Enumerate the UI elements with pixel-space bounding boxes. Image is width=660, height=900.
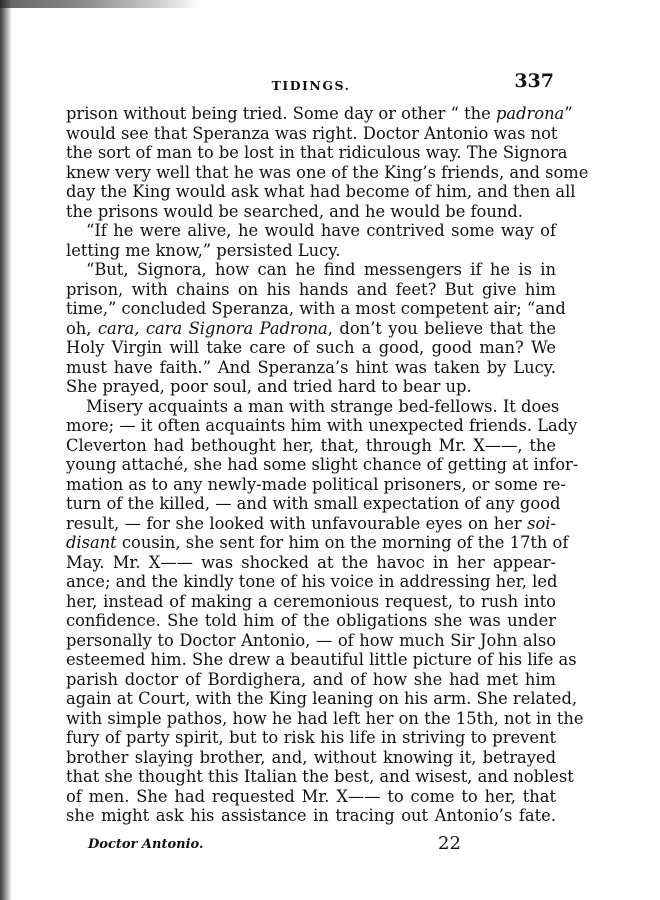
text-line: turn of the killed, — and with small expectation of any good (66, 494, 561, 513)
text-line: again at Court, with the King leaning on his arm. She related, (66, 689, 578, 708)
running-title: TIDINGS. (271, 78, 351, 93)
text-line: the sort of man to be lost in that ridiculous way. The Signora (66, 143, 568, 162)
top-edge-smudge (0, 0, 200, 8)
text-line: fury of party spirit, but to risk his life in striving to prevent (66, 728, 556, 747)
text-line: personally to Doctor Antonio, — of how much Sir John also (66, 630, 556, 650)
text-line: with simple pathos, how he had left her on the 15th, not in the (66, 708, 584, 728)
footer-signature-mark: 22 (438, 833, 461, 854)
text-line: “But, Signora, how can he find messengers if he is in (86, 260, 556, 279)
text-line: May. Mr. X—— was shocked at the havoc in her appear- (66, 552, 556, 572)
text-line: young attaché, she had some slight chance of getting at infor- (66, 455, 579, 474)
book-page (66, 70, 589, 826)
text-line: the prisons would be searched, and he would be found. (66, 201, 523, 221)
text-line: knew very well that he was one of the King’s friends, and some (66, 162, 589, 182)
page-number: 337 (514, 70, 554, 92)
body-text (66, 104, 589, 826)
text-line: mation as to any newly-made political prisoners, or some re- (66, 474, 566, 494)
text-line: confidence. She told him of the obligations she was under (66, 611, 556, 630)
text-line: must have faith.” And Speranza’s hint was taken by Lucy. (66, 357, 556, 377)
text-line: would see that Speranza was right. Doctor Antonio was not (66, 123, 558, 143)
text-line: Cleverton had bethought her, that, through Mr. X——, the (66, 435, 556, 455)
text-line: oh, cara, cara Signora Padrona, don’t you believe that the (66, 318, 557, 338)
text-line: ance; and the kindly tone of his voice in addressing her, led (66, 572, 558, 591)
text-line: letting me know,” persisted Lucy. (66, 240, 341, 260)
text-line: Misery acquaints a man with strange bed-fellows. It does (86, 396, 560, 416)
text-line: “If he were alive, he would have contrived some way of (86, 221, 556, 240)
text-line: result, — for she looked with unfavourable eyes on her soi- (66, 513, 556, 533)
text-line: more; — it often acquaints him with unexpected friends. Lady (66, 416, 578, 435)
text-line: day the King would ask what had become of him, and then all (66, 182, 576, 201)
page-gutter-shadow (0, 0, 12, 900)
text-line: prison without being tried. Some day or other “ the padrona” (66, 104, 573, 123)
text-line: She prayed, poor soul, and tried hard to bear up. (66, 377, 472, 396)
text-line: brother slaying brother, and, without knowing it, betrayed (66, 747, 556, 767)
footer-book-title: Doctor Antonio. (88, 837, 204, 852)
text-line: that she thought this Italian the best, and wisest, and noblest (66, 767, 574, 786)
text-line: time,” concluded Speranza, with a most competent air; “and (66, 299, 566, 318)
text-line: she might ask his assistance in tracing out Antonio’s fate. (66, 806, 556, 825)
text-line: parish doctor of Bordighera, and of how she had met him (66, 669, 556, 689)
page-footer (88, 833, 508, 855)
text-line: Holy Virgin will take care of such a good, good man? We (66, 338, 556, 357)
text-line: of men. She had requested Mr. X—— to come to her, that (66, 786, 556, 806)
text-line: prison, with chains on his hands and feet? But give him (66, 279, 556, 299)
text-line: her, instead of making a ceremonious request, to rush into (66, 591, 556, 611)
text-line: disant cousin, she sent for him on the morning of the 17th of (66, 533, 569, 552)
running-head (66, 70, 556, 104)
text-line: esteemed him. She drew a beautiful little picture of his life as (66, 650, 577, 669)
